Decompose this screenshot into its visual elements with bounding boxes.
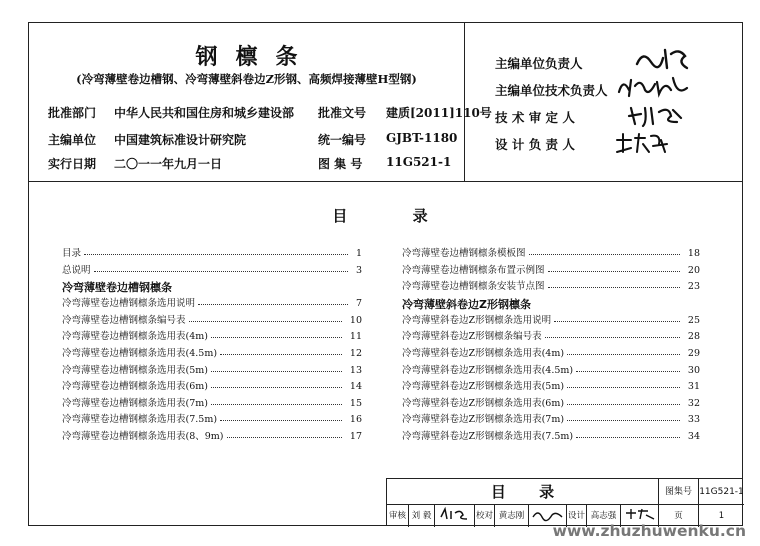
title-block: [386, 478, 743, 526]
signature-3: [625, 102, 689, 128]
toc-leader-dots: [554, 321, 680, 322]
signature-1: [633, 44, 693, 74]
toc-entry-title: 冷弯薄壁斜卷边Z形钢檩条选用表(4m): [402, 348, 565, 359]
toc-entry-page: 28: [687, 331, 700, 343]
toc-leader-dots: [211, 371, 342, 372]
toc-entry[interactable]: [402, 430, 700, 444]
toc-entry-page: 17: [349, 431, 362, 442]
reviewer-name: 刘 毅: [409, 505, 435, 527]
toc-entry-title: 冷弯薄壁斜卷边Z形钢檩条选用表(5m): [402, 381, 565, 393]
toc-entry[interactable]: [402, 380, 700, 394]
approval-dept-label: 批准部门: [48, 106, 97, 120]
toc-entry-page: 29: [687, 348, 700, 359]
reviewer-signature-mark: [437, 505, 473, 523]
unified-no: GJBT-1180: [386, 131, 458, 145]
resp-tech-lead: 主编单位技术负责人: [495, 83, 608, 98]
toc-entry-page: 34: [687, 431, 700, 442]
toc-entry[interactable]: [402, 314, 700, 328]
toc-entry-title: 冷弯薄壁卷边槽钢檩条选用表(7m): [62, 397, 208, 409]
toc-entry-page: 32: [687, 397, 700, 409]
atlas-no-label: 图 集 号: [318, 157, 363, 171]
toc-section-heading: 冷弯薄壁斜卷边Z形钢檩条: [402, 297, 531, 311]
toc-entry[interactable]: [402, 364, 700, 378]
toc-entry[interactable]: [402, 330, 700, 344]
toc-entry-page: 13: [349, 364, 362, 376]
toc-heading: 目 录: [332, 207, 458, 225]
toc-leader-dots: [567, 387, 680, 388]
toc-entry-page: 12: [349, 348, 362, 359]
toc-entry-title: 冷弯薄壁斜卷边Z形钢檩条选用表(7.5m): [402, 431, 574, 442]
header-info-panel: [28, 22, 492, 182]
check-label: 校对: [475, 505, 495, 527]
toc-entry[interactable]: [62, 430, 362, 444]
signature-4: [613, 130, 677, 156]
toc-entry[interactable]: [402, 413, 700, 427]
toc-entry-title: 目录: [62, 248, 82, 259]
approval-dept: 中华人民共和国住房和城乡建设部: [114, 106, 295, 120]
toc-leader-dots: [576, 371, 680, 372]
toc-left-column: [62, 247, 362, 447]
toc-entry[interactable]: [62, 413, 362, 427]
toc-entry-page: 7: [355, 298, 362, 310]
toc-entry-title: 冷弯薄壁卷边槽钢檩条布置示例图: [402, 264, 545, 276]
approval-doc-label: 批准文号: [318, 106, 367, 120]
toc-entry[interactable]: [402, 347, 700, 361]
editor-unit: 中国建筑标准设计研究院: [114, 133, 247, 147]
toc-entry-title: 冷弯薄壁卷边槽钢檩条安装节点图: [402, 281, 545, 293]
toc-entry-title: 冷弯薄壁斜卷边Z形钢檩条选用说明: [402, 314, 552, 326]
design-label: 设计: [567, 505, 587, 527]
toc-entry-title: 冷弯薄壁卷边槽钢檩条选用表(8、9m): [62, 431, 224, 442]
review-label: 审核: [387, 505, 409, 527]
responsibility-panel: [465, 22, 743, 182]
toc-entry-page: 11: [349, 331, 362, 343]
toc-entry-title: 冷弯薄壁斜卷边Z形钢檩条选用表(7m): [402, 414, 565, 426]
signature-2: [615, 74, 695, 100]
page-number: 1: [718, 511, 725, 521]
toc-leader-dots: [211, 337, 342, 338]
toc-leader-dots: [198, 304, 348, 305]
toc-leader-dots: [545, 337, 680, 338]
toc-entry-title: 冷弯薄壁卷边槽钢檩条编号表: [62, 314, 186, 326]
editor-unit-label: 主编单位: [48, 133, 97, 147]
toc-entry-page: 30: [687, 364, 700, 376]
toc-leader-dots: [189, 321, 342, 322]
toc-entry-page: 15: [349, 397, 362, 409]
toc-entry-page: 23: [687, 281, 700, 293]
watermark-text: www.zhuzhuwenku.cn: [552, 522, 746, 540]
toc-leader-dots: [548, 271, 680, 272]
approval-doc: 建质[2011]110号: [386, 106, 492, 120]
toc-entry-page: 16: [349, 414, 362, 426]
resp-chief-editor: 主编单位负责人: [495, 56, 583, 71]
title-block-atlas-no: 11G521-1: [699, 487, 744, 497]
toc-leader-dots: [567, 354, 680, 355]
designer-name: 高志强: [587, 505, 621, 527]
toc-entry[interactable]: [62, 364, 362, 378]
toc-leader-dots: [576, 437, 680, 438]
document-subtitle: (冷弯薄壁卷边槽钢、冷弯薄壁斜卷边Z形钢、高频焊接薄壁H型钢): [76, 72, 417, 86]
reviewer-signature: [435, 505, 475, 527]
checker-name: 黄志刚: [495, 505, 529, 527]
toc-entry[interactable]: [402, 247, 700, 261]
toc-entry-page: 1: [355, 248, 362, 259]
toc-entry-page: 14: [349, 381, 362, 393]
unified-no-label: 统一编号: [318, 133, 367, 147]
toc-entry-title: 冷弯薄壁卷边槽钢檩条选用表(4m): [62, 331, 208, 343]
toc-entry-page: 3: [355, 264, 362, 276]
toc-entry[interactable]: [402, 397, 700, 411]
toc-entry[interactable]: [62, 247, 362, 261]
effective-date: 二〇一一年九月一日: [114, 157, 223, 171]
toc-entry-page: 25: [687, 314, 700, 326]
toc-leader-dots: [548, 287, 680, 288]
checker-signature-mark: [530, 505, 566, 523]
title-block-top-row: [387, 479, 744, 505]
title-block-title: 目 录: [387, 479, 659, 505]
resp-design-lead: 设 计 负 责 人: [495, 137, 575, 152]
toc-entry[interactable]: [62, 264, 362, 278]
toc-entry-page: 18: [687, 248, 700, 259]
toc-entry-title: 总说明: [62, 264, 91, 276]
toc-leader-dots: [567, 404, 680, 405]
toc-leader-dots: [220, 420, 342, 421]
toc-leader-dots: [529, 254, 680, 255]
toc-entry-page: 31: [687, 381, 700, 393]
toc-entry-title: 冷弯薄壁卷边槽钢檩条选用表(7.5m): [62, 414, 218, 426]
toc-entry-title: 冷弯薄壁斜卷边Z形钢檩条选用表(6m): [402, 397, 565, 409]
resp-tech-reviewer: 技 术 审 定 人: [495, 110, 575, 125]
toc-entry-page: 20: [687, 264, 700, 276]
toc-entry-title: 冷弯薄壁斜卷边Z形钢檩条选用表(4.5m): [402, 364, 574, 376]
document-title: 钢檩条: [195, 44, 316, 70]
toc-entry[interactable]: [62, 380, 362, 394]
toc-entry[interactable]: [62, 314, 362, 328]
toc-entry[interactable]: [62, 297, 362, 311]
toc-leader-dots: [567, 420, 680, 421]
toc-entry-title: 冷弯薄壁卷边槽钢檩条选用表(5m): [62, 364, 208, 376]
toc-entry-title: 冷弯薄壁卷边槽钢檩条模板图: [402, 248, 526, 259]
toc-entry-title: 冷弯薄壁卷边槽钢檩条选用表(4.5m): [62, 348, 218, 359]
toc-leader-dots: [220, 354, 342, 355]
toc-entry[interactable]: [62, 347, 362, 361]
atlas-no: 11G521-1: [386, 155, 452, 169]
toc-entry[interactable]: [402, 264, 700, 278]
toc-right-column: [402, 247, 700, 447]
toc-entry-page: 33: [687, 414, 700, 426]
toc-leader-dots: [227, 437, 342, 438]
toc-section-heading: 冷弯薄壁卷边槽钢檩条: [62, 281, 172, 295]
toc-entry-title: 冷弯薄壁卷边槽钢檩条选用说明: [62, 298, 196, 310]
toc-entry-title: 冷弯薄壁卷边槽钢檩条选用表(6m): [62, 381, 208, 393]
toc-leader-dots: [211, 387, 342, 388]
toc-entry-page: 10: [349, 314, 362, 326]
title-block-atlas-label: 图集号: [659, 479, 699, 505]
designer-signature-mark: [622, 505, 658, 523]
toc-entry[interactable]: [402, 280, 700, 294]
toc-entry-title: 冷弯薄壁斜卷边Z形钢檩条编号表: [402, 331, 542, 343]
toc-entry[interactable]: [62, 330, 362, 344]
toc-leader-dots: [84, 254, 348, 255]
effective-label: 实行日期: [48, 157, 97, 171]
toc-leader-dots: [211, 404, 342, 405]
toc-leader-dots: [94, 271, 348, 272]
toc-entry[interactable]: [62, 397, 362, 411]
page-label: 页: [659, 505, 699, 527]
